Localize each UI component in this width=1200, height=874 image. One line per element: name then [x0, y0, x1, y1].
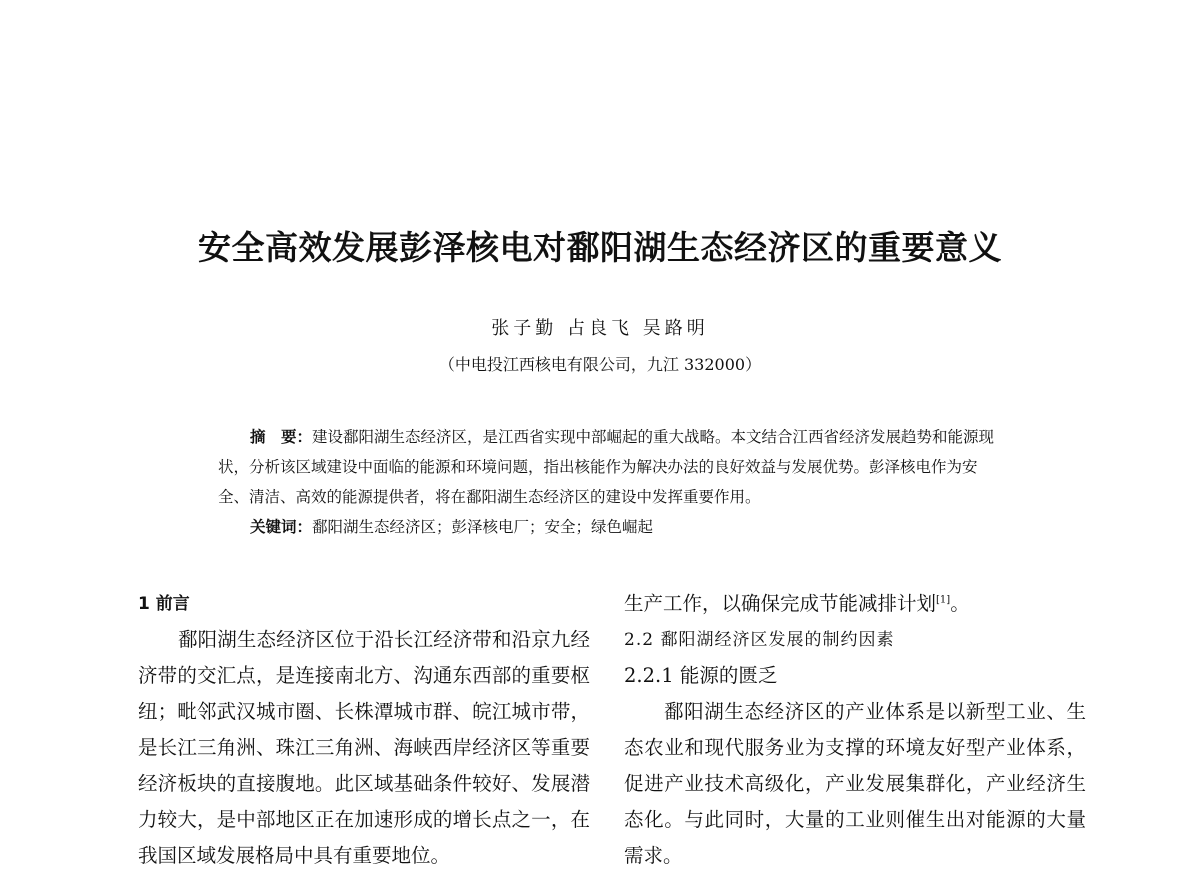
abstract-block	[218, 422, 1000, 542]
abstract	[218, 422, 1000, 512]
section-heading-2-2: 2.2 鄱阳湖经济区发展的制约因素	[624, 630, 895, 650]
left-column	[138, 586, 590, 874]
section-heading-2-2-1: 2.2.1 能源的匮乏	[624, 664, 778, 687]
continued-text: 生产工作，以确保完成节能减排计划	[624, 592, 937, 615]
introduction-paragraph: 鄱阳湖生态经济区位于沿长江经济带和沿京九经济带的交汇点，是连接南北方、沟通东西部的重要枢纽；毗邻武汉城市圈、长株潭城市群、皖江城市带，是长江三角洲、珠江三角洲、海峡西岸经济区等重要经济板块的直接腹地。此区域基础条件较好、发展潜力较大，是中部地区正在加速形成的增长点之一，在我国区域发展格局中具有重要地位。	[138, 628, 590, 867]
abstract-label: 摘 要：	[250, 428, 313, 446]
continued-paragraph	[624, 586, 1086, 622]
section-heading-introduction: 1 前言	[138, 594, 190, 614]
keywords	[218, 512, 1000, 542]
energy-paragraph: 鄱阳湖生态经济区的产业体系是以新型工业、生态农业和现代服务业为支撑的环境友好型产业体系，促进产业技术高级化，产业发展集群化，产业经济生态化。与此同时，大量的工业则催生出对能源的大量需求。	[624, 700, 1086, 867]
paper-title: 安全高效发展彭泽核电对鄱阳湖生态经济区的重要意义	[198, 228, 1002, 267]
citation-ref: [1]	[936, 594, 951, 606]
authors: 张子勤 占良飞 吴路明	[491, 318, 709, 339]
affiliation: （中电投江西核电有限公司，九江 332000）	[438, 355, 762, 374]
right-column	[624, 586, 1086, 874]
keywords-label: 关键词：	[250, 518, 313, 536]
abstract-text: 建设鄱阳湖生态经济区，是江西省实现中部崛起的重大战略。本文结合江西省经济发展趋势和能源现状，分析该区域建设中面临的能源和环境问题，指出核能作为解决办法的良好效益与发展优势。彭泽核电作为安全、清洁、高效的能源提供者，将在鄱阳湖生态经济区的建设中发挥重要作用。	[218, 428, 995, 506]
keywords-text: 鄱阳湖生态经济区；彭泽核电厂；安全；绿色崛起	[312, 518, 654, 536]
continued-end: 。	[950, 592, 970, 615]
